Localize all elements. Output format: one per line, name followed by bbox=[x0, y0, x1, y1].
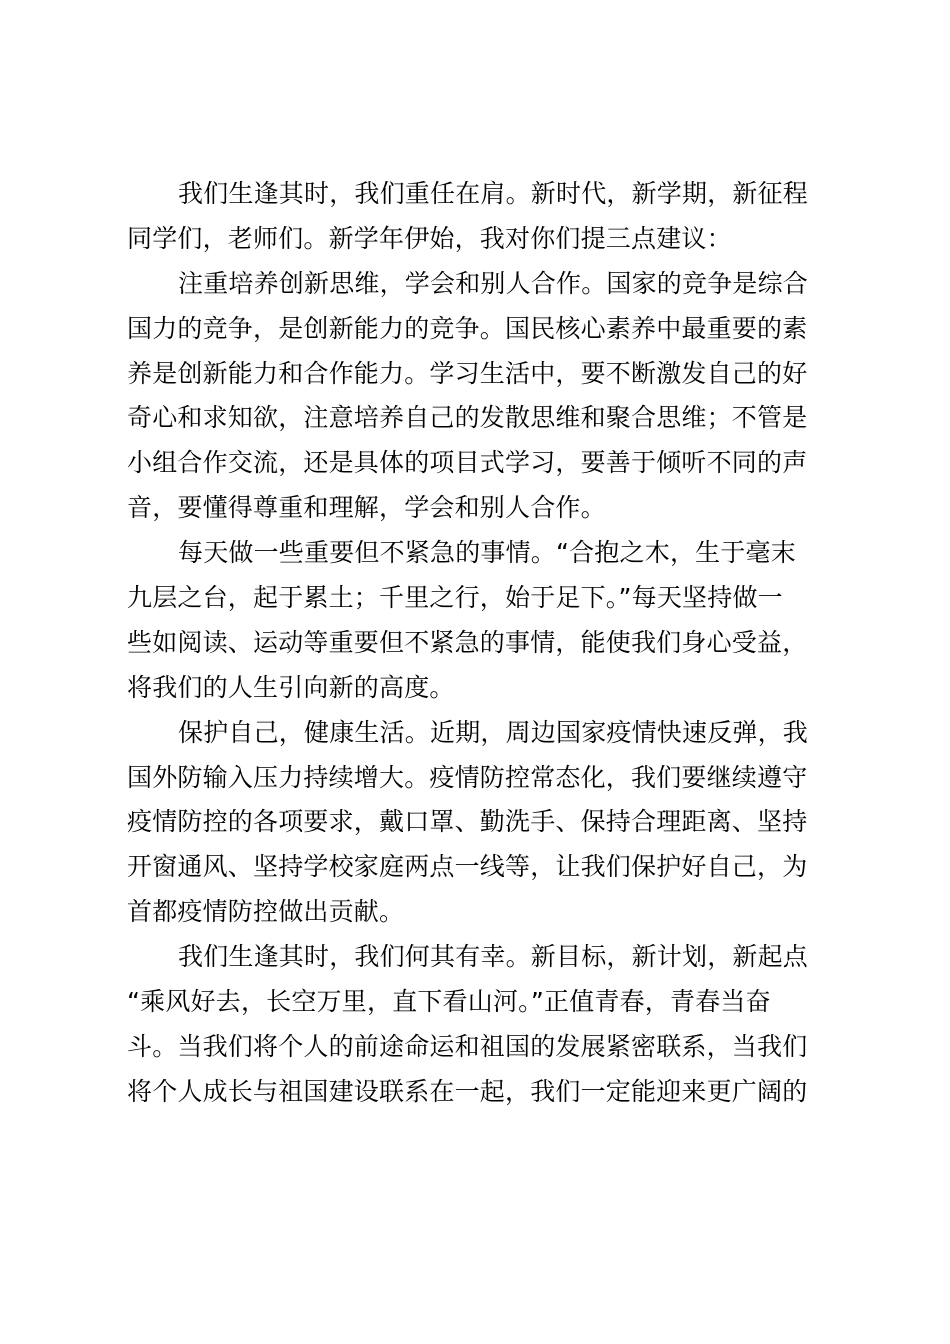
text-line: 些如阅读、运动等重要但不紧急的事情，能使我们身心受益， bbox=[127, 627, 808, 657]
text-line: 国外防输入压力持续增大。疫情防控常态化，我们要继续遵守 bbox=[127, 762, 808, 792]
text-line: 奇心和求知欲，注意培养自己的发散思维和聚合思维；不管是 bbox=[127, 403, 808, 433]
text-line: 保护自己，健康生活。近期，周边国家疫情快速反弹，我 bbox=[178, 717, 809, 747]
text-line: 我们生逢其时，我们重任在肩。新时代，新学期，新征程 bbox=[178, 179, 809, 208]
text-line: 小组合作交流，还是具体的项目式学习，要善于倾听不同的声 bbox=[127, 448, 808, 478]
text-line: 国力的竞争，是创新能力的竞争。国民核心素养中最重要的素 bbox=[127, 313, 808, 343]
text-line: 开窗通风、坚持学校家庭两点一线等，让我们保护好自己，为 bbox=[127, 852, 808, 882]
text-line: 斗。当我们将个人的前途命运和祖国的发展紧密联系，当我们 bbox=[127, 1031, 808, 1061]
text-line: 疫情防控的各项要求，戴口罩、勤洗手、保持合理距离、坚持 bbox=[127, 807, 808, 837]
text-line: 将个人成长与祖国建设联系在一起，我们一定能迎来更广阔的 bbox=[127, 1076, 808, 1106]
text-line: “乘风好去，长空万里，直下看山河。”正值青春，青春当奋 bbox=[127, 987, 771, 1017]
text-line: 将我们的人生引向新的高度。 bbox=[127, 672, 455, 702]
text-line: 养是创新能力和合作能力。学习生活中，要不断激发自己的好 bbox=[127, 358, 808, 388]
text-line: 音，要懂得尊重和理解，学会和别人合作。 bbox=[127, 493, 606, 523]
text-line: 首都疫情防控做出贡献。 bbox=[127, 897, 405, 927]
text-line: 我们生逢其时，我们何其有幸。新目标，新计划，新起点 bbox=[178, 942, 809, 972]
document-body bbox=[127, 172, 837, 1115]
text-line: 同学们，老师们。新学年伊始，我对你们提三点建议： bbox=[127, 223, 732, 253]
text-line: 九层之台，起于累土；千里之行，始于足下。”每天坚持做一 bbox=[127, 583, 783, 613]
text-line: 注重培养创新思维，学会和别人合作。国家的竞争是综合 bbox=[178, 268, 809, 298]
text-line: 每天做一些重要但不紧急的事情。“合抱之木，生于毫末 bbox=[178, 538, 796, 568]
